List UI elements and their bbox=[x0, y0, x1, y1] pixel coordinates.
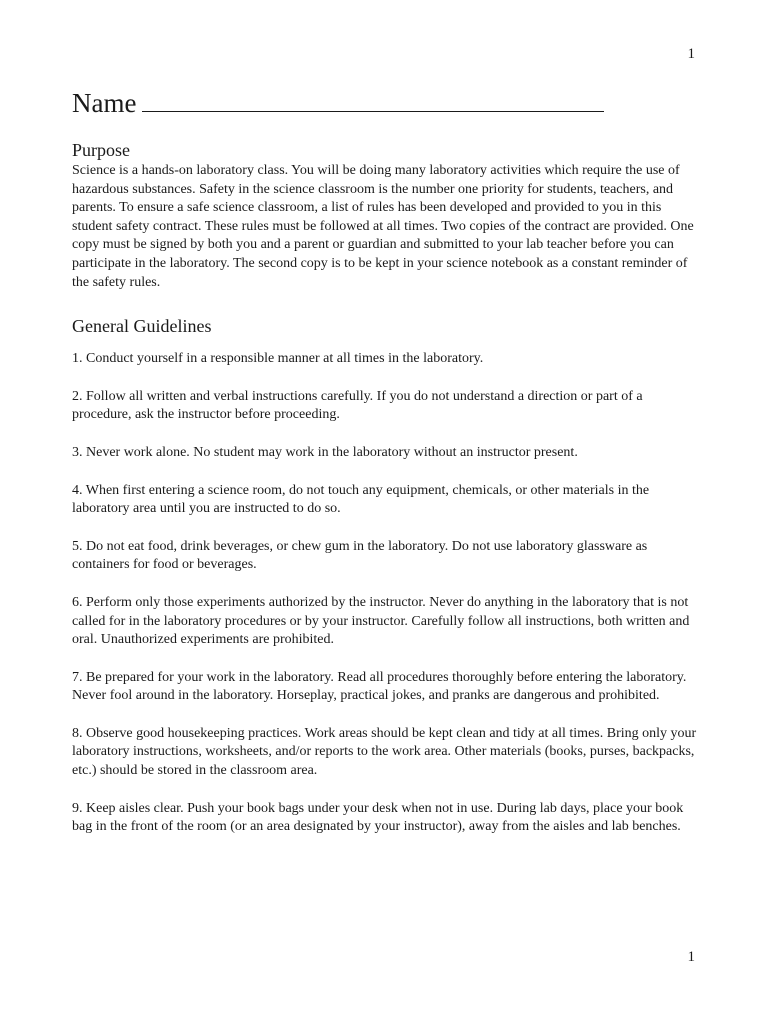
document-content bbox=[72, 84, 700, 856]
general-guidelines-heading: General Guidelines bbox=[72, 316, 212, 337]
guideline-item: 8. Observe good housekeeping practices. Work areas should be kept clean and tidy at all times. Bring only your laboratory instructions, worksheets, and/or reports to the work area. Other materials (books, purses, backpacks, etc.) should be stored in the classroom area. bbox=[72, 725, 697, 779]
guideline-item: 4. When first entering a science room, do not touch any equipment, chemicals, or other materials in the laboratory area until you are instructed to do so. bbox=[72, 482, 650, 517]
purpose-paragraph: Science is a hands-on laboratory class. You will be doing many laboratory activities which require the use of hazardous substances. Safety in the science classroom is the number one priority for students, teachers, and parents. To ensure a safe science classroom, a list of rules has been developed and provided to you in this student safety contract. These rules must be followed at all times. Two copies of the contract are provided. One copy must be signed by both you and a parent or guardian and submitted to your lab teacher before you can participate in the laboratory. The second copy is to be kept in your science notebook as a constant reminder of the safety rules. bbox=[72, 163, 694, 290]
page-number-bottom: 1 bbox=[687, 949, 695, 965]
name-label: Name bbox=[72, 88, 137, 118]
guideline-item: 2. Follow all written and verbal instructions carefully. If you do not understand a direction or part of a procedure, ask the instructor before proceeding. bbox=[72, 388, 643, 423]
page-number-top: 1 bbox=[687, 46, 695, 62]
name-blank-line bbox=[142, 87, 604, 112]
guideline-item: 6. Perform only those experiments authorized by the instructor. Never do anything in the laboratory that is not called for in the laboratory procedures or by your instructor. Carefully follow all instructions, both written and oral. Unauthorized experiments are prohibited. bbox=[72, 594, 690, 648]
guideline-item: 1. Conduct yourself in a responsible manner at all times in the laboratory. bbox=[72, 351, 484, 367]
guideline-item: 3. Never work alone. No student may work in the laboratory without an instructor present. bbox=[72, 444, 578, 460]
guideline-item: 7. Be prepared for your work in the laboratory. Read all procedures thoroughly before entering the laboratory. Never fool around in the laboratory. Horseplay, practical jokes, and pranks are dangerous and prohibited. bbox=[72, 669, 687, 704]
purpose-heading: Purpose bbox=[72, 140, 130, 160]
guideline-item: 9. Keep aisles clear. Push your book bags under your desk when not in use. During lab days, place your book bag in the front of the room (or an area designated by your instructor), away from the aisles and lab benches. bbox=[72, 800, 684, 835]
guideline-item: 5. Do not eat food, drink beverages, or chew gum in the laboratory. Do not use laboratory glassware as containers for food or beverages. bbox=[72, 538, 648, 573]
name-field-row bbox=[72, 84, 700, 122]
